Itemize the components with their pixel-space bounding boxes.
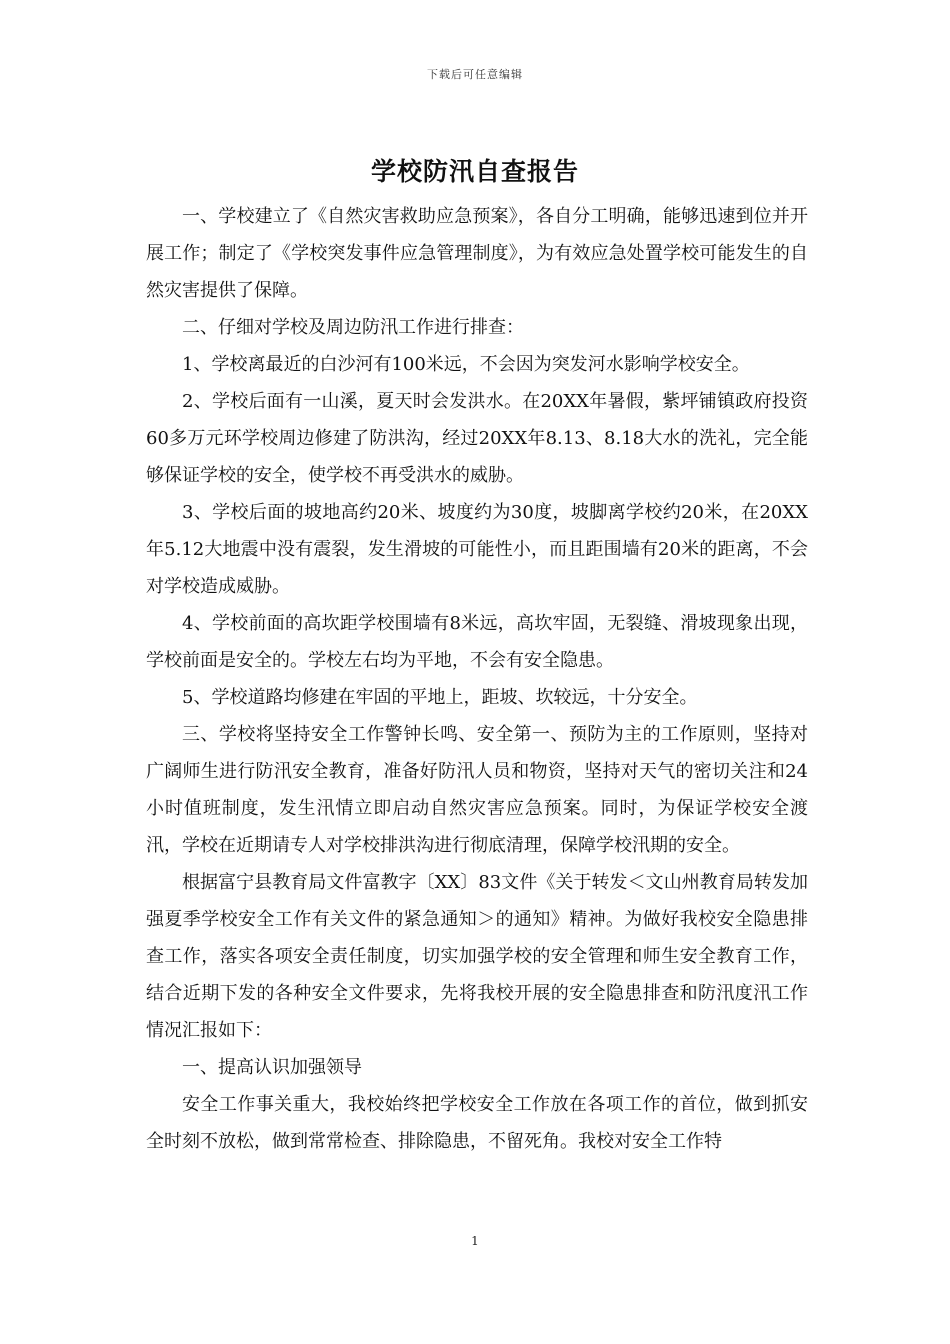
paragraph-subheading-1: 一、提高认识加强领导 — [182, 1057, 362, 1078]
paragraph-item-1: 1、学校离最近的白沙河有100米远，不会因为突发河水影响学校安全。 — [182, 354, 750, 375]
page-number: 1 — [471, 1234, 479, 1248]
document-title: 学校防汛自查报告 — [370, 157, 579, 186]
paragraph-item-3: 3、学校后面的坡地高约20米、坡度约为30度，坡脚离学校约20米，在20XX年5.12大地震中没有震裂，发生滑坡的可能性小，而且距围墙有20米的距离，不会对学校造成威胁。 — [146, 502, 808, 597]
paragraph-section-3: 三、学校将坚持安全工作警钟长鸣、安全第一、预防为主的工作原则，坚持对广阔师生进行防汛安全教育，准备好防汛人员和物资，坚持对天气的密切关注和24小时值班制度，发生汛情立即启动自然灾害应急预案。同时，为保证学校安全渡汛，学校在近期请专人对学校排洪沟进行彻底清理，保障学校汛期的安全。 — [146, 724, 808, 856]
paragraph-leadership: 安全工作事关重大，我校始终把学校安全工作放在各项工作的首位，做到抓安全时刻不放松，做到常常检查、排除隐患，不留死角。我校对安全工作特 — [146, 1094, 808, 1152]
document-body — [146, 198, 808, 1160]
paragraph-section-2-heading: 二、仔细对学校及周边防汛工作进行排查： — [182, 317, 524, 338]
paragraph-report-intro: 根据富宁县教育局文件富教字〔XX〕83文件《关于转发＜文山州教育局转发加强夏季学校安全工作有关文件的紧急通知＞的通知》精神。为做好我校安全隐患排查工作，落实各项安全责任制度，切实加强学校的安全管理和师生安全教育工作，结合近期下发的各种安全文件要求，先将我校开展的安全隐患排查和防汛度汛工作情况汇报如下： — [146, 872, 808, 1041]
header-note: 下载后可任意编辑 — [427, 68, 523, 81]
paragraph-section-1: 一、学校建立了《自然灾害救助应急预案》，各自分工明确，能够迅速到位并开展工作；制定了《学校突发事件应急管理制度》，为有效应急处置学校可能发生的自然灾害提供了保障。 — [146, 206, 808, 301]
paragraph-item-4: 4、学校前面的高坎距学校围墙有8米远，高坎牢固，无裂缝、滑坡现象出现，学校前面是安全的。学校左右均为平地，不会有安全隐患。 — [146, 613, 808, 671]
paragraph-item-5: 5、学校道路均修建在牢固的平地上，距坡、坎较远，十分安全。 — [182, 687, 698, 708]
paragraph-item-2: 2、学校后面有一山溪，夏天时会发洪水。在20XX年暑假，紫坪铺镇政府投资60多万元环学校周边修建了防洪沟，经过20XX年8.13、8.18大水的洗礼，完全能够保证学校的安全，使学校不再受洪水的威胁。 — [146, 391, 808, 486]
